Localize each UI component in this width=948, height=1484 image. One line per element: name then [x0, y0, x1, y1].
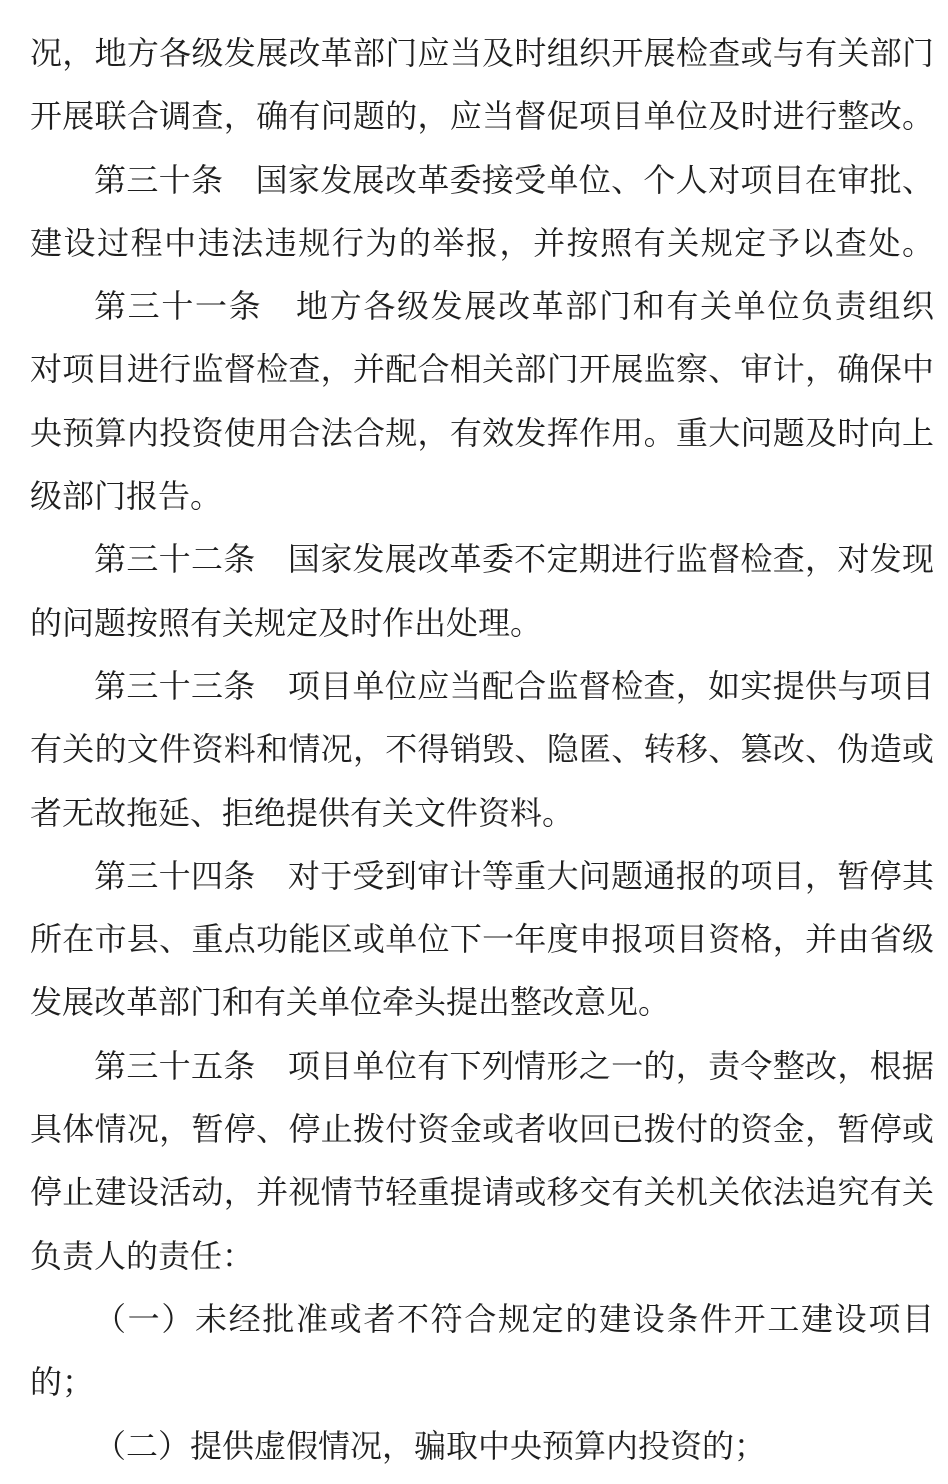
- text-line: 有关的文件资料和情况，不得销毁、隐匿、转移、篡改、伪造或: [30, 731, 934, 768]
- text-line: 负责人的责任：: [30, 1237, 255, 1274]
- text-line: 具体情况，暂停、停止拨付资金或者收回已拨付的资金，暂停或: [30, 1111, 934, 1148]
- text-line: 对项目进行监督检查，并配合相关部门开展监察、审计，确保中: [30, 351, 934, 388]
- text-line-article-34: 第三十四条 对于受到审计等重大问题通报的项目，暂停其: [94, 857, 934, 894]
- text-line: 所在市县、重点功能区或单位下一年度申报项目资格，并由省级: [30, 921, 934, 958]
- text-line-article-35: 第三十五条 项目单位有下列情形之一的，责令整改，根据: [94, 1047, 934, 1084]
- text-line: 开展联合调查，确有问题的，应当督促项目单位及时进行整改。: [30, 98, 934, 135]
- text-line: 发展改革部门和有关单位牵头提出整改意见。: [30, 984, 671, 1021]
- text-line: 况，地方各级发展改革部门应当及时组织开展检查或与有关部门: [30, 35, 934, 71]
- text-line-article-32: 第三十二条 国家发展改革委不定期进行监督检查，对发现: [94, 541, 934, 578]
- text-line: 建设过程中违法违规行为的举报，并按照有关规定予以查处。: [30, 224, 934, 261]
- text-line: 央预算内投资使用合法合规，有效发挥作用。重大问题及时向上: [30, 414, 934, 451]
- text-line-article-31: 第三十一条 地方各级发展改革部门和有关单位负责组织: [94, 288, 934, 325]
- text-line: 者无故拖延、拒绝提供有关文件资料。: [30, 794, 575, 831]
- text-line: 级部门报告。: [30, 478, 223, 515]
- text-line: 停止建设活动，并视情节轻重提请或移交有关机关依法追究有关: [30, 1174, 934, 1211]
- text-line: 的问题按照有关规定及时作出处理。: [30, 604, 543, 641]
- text-line-item-2: （二）提供虚假情况，骗取中央预算内投资的；: [94, 1427, 767, 1464]
- text-line-article-30: 第三十条 国家发展改革委接受单位、个人对项目在审批、: [94, 161, 934, 198]
- text-line: 的；: [30, 1364, 95, 1401]
- text-line-article-33: 第三十三条 项目单位应当配合监督检查，如实提供与项目: [94, 667, 934, 704]
- text-line-item-1: （一）未经批准或者不符合规定的建设条件开工建设项目: [94, 1300, 934, 1337]
